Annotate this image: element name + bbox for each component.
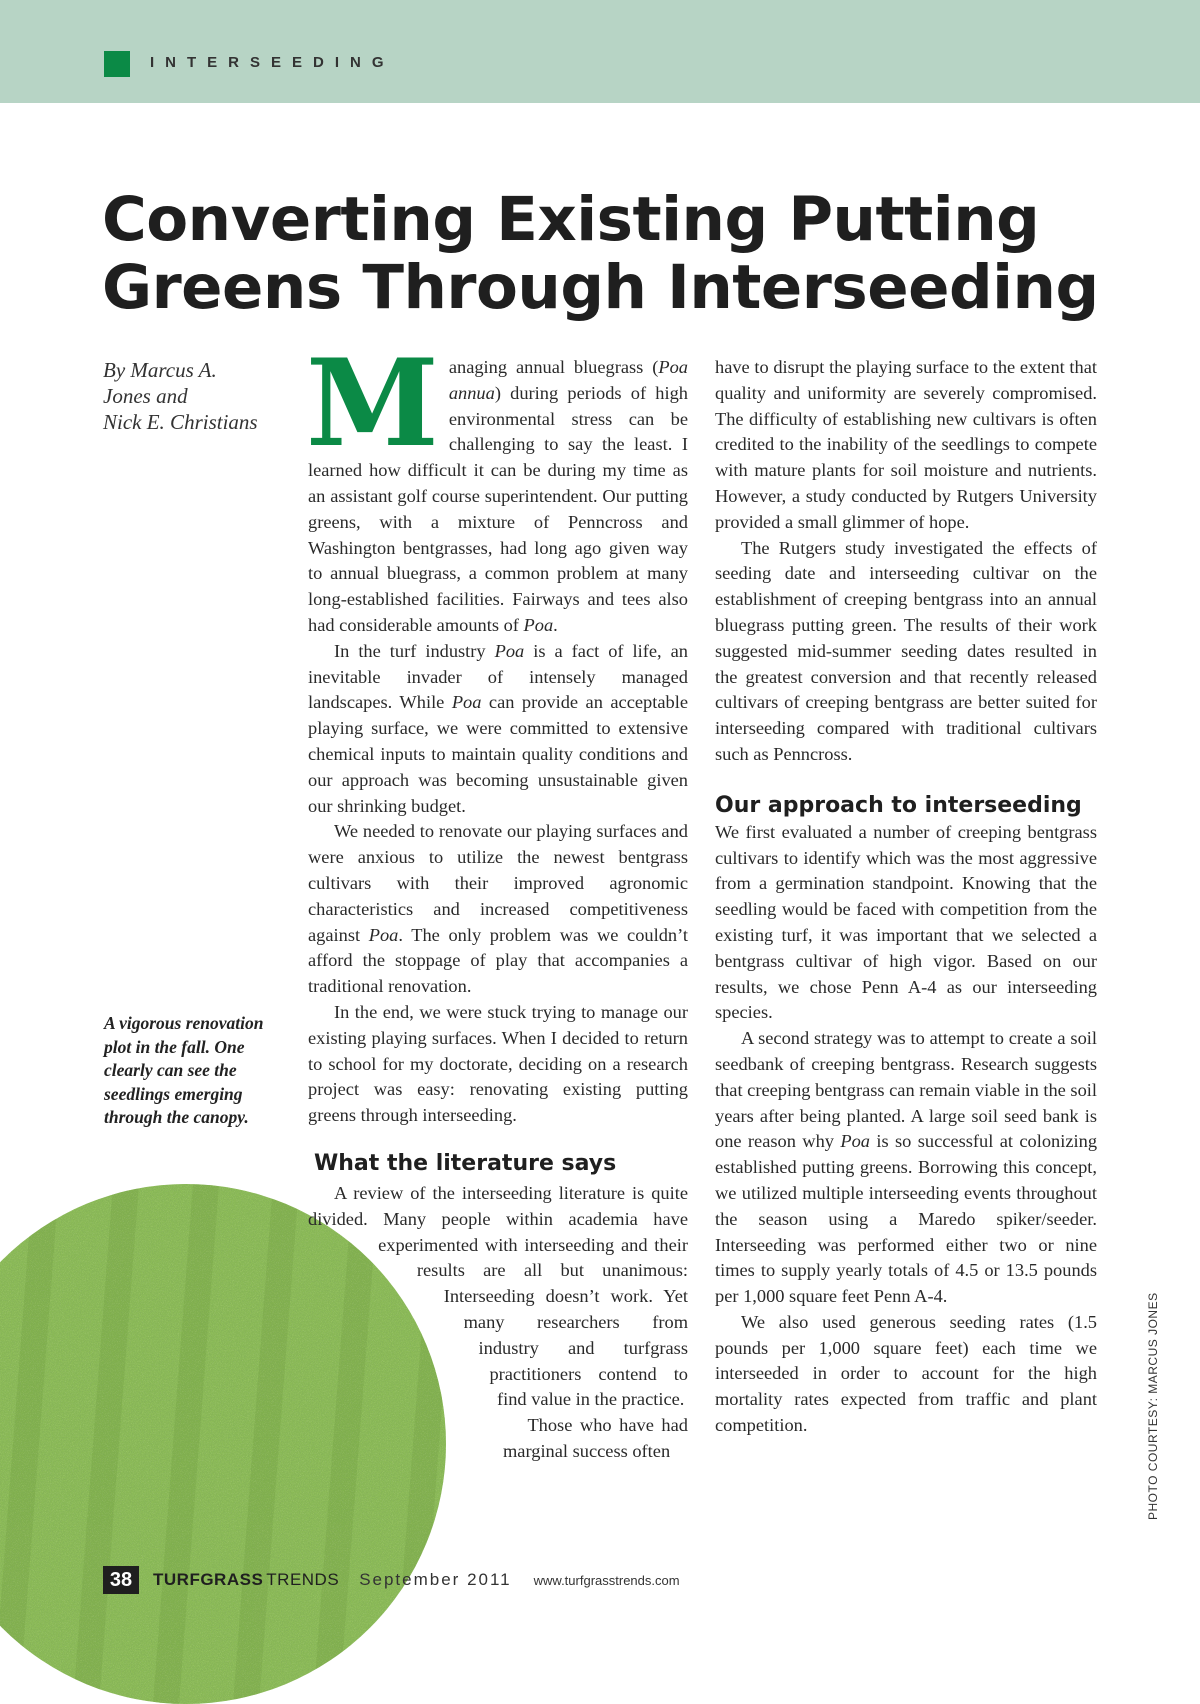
paragraph: A review of the interseeding literature is quite divided. Many people within academia have experimented with interseeding and their results are all but unanimous: Interseeding doesn’t work. Yet many researchers from industry and turfgrass practitioners contend to find value in the practice. [308,1183,688,1410]
italic-term: Poa [523,614,554,635]
italic-term: Poa annua [448,357,688,403]
literature-text [308,1181,688,1501]
issue-date: September 2011 [359,1570,512,1589]
paragraph [715,1026,1097,1310]
text-run: . The only problem was we couldn’t afford the stoppage of play that accompanies a traditional renovation. [308,924,688,997]
text-run: is so successful at colonizing established putting greens. Borrowing this concept, we utilized multiple interseeding events throughout the season using a Maredo spiker/seeder. Interseeding was performed either two or nine times to supply yearly totals of 4.5 or 13.5 pounds per 1,000 square feet Penn A-4. [715,1131,1098,1307]
paragraph: The Rutgers study investigated the effects of seeding date and interseeding cultivar on the establishment of creeping bentgrass into an annual bluegrass putting green. The results of their work suggested mid-summer seeding dates resulted in the greatest conversion and that recently released cultivars of creeping bentgrass are better suited for interseeding compared with traditional cultivars such as Penncross. [715,537,1097,764]
text-run: A second strategy was to attempt to create a soil seedbank of creeping bentgrass. Research suggests that creeping bentgrass can remain viable in the soil years after being planted. A large soil seed bank is one reason why [715,1028,1097,1152]
section-header-band [0,0,1200,103]
page-footer [103,1565,680,1595]
text-run: anaging annual bluegrass ( [448,357,659,377]
magazine-name-light: TRENDS [266,1570,340,1589]
article-title [102,186,1102,322]
article-title-line-1: Converting Existing Putting [102,184,1040,255]
paragraph: Those who have had marginal success often [502,1415,688,1461]
byline-line: Nick E. Christians [103,410,258,434]
column-1 [306,333,689,1129]
photo-credit: PHOTO COURTESY: MARCUS JONES [1146,1292,1160,1520]
text-run: In the turf industry [334,640,495,661]
italic-term: Poa [494,640,525,661]
photo-caption: A vigorous renovation plot in the fall. One clearly can see the seedlings emerging through the canopy. [104,1013,264,1127]
byline [103,357,293,435]
text-run: can provide an acceptable playing surface, we were committed to extensive chemical inputs to maintain quality conditions and our approach was becoming unsustainable given our shrinking budget. [308,692,688,816]
paragraph: We also used generous seeding rates (1.5 pounds per 1,000 square feet) each time we interseeded in order to account for the high mortality rates expected from traffic and plant competition. [715,1311,1097,1436]
column-2 [715,355,1097,1439]
page-number: 38 [103,1566,139,1594]
magazine-name-bold: TURFGRASS [153,1570,264,1589]
paragraph: have to disrupt the playing surface to the extent that quality and uniformity are severely compromised. The difficulty of establishing new cultivars is often credited to the inability of the seedlings to compete with mature plants for soil moisture and nutrients. However, a study conducted by Rutgers University provided a small glimmer of hope. [715,357,1097,532]
text-run: . [553,614,558,635]
section-heading: What the literature says [314,1151,617,1176]
paragraph [306,333,688,639]
paragraph [308,639,688,820]
section-label: INTERSEEDING [150,54,395,71]
website-link[interactable]: www.turfgrasstrends.com [533,1572,680,1588]
text-run: ) during periods of high environmental stress can be challenging to say the least. I learned how difficult it can be during my time as an assistant golf course superintendent. Our putting greens, with a mixture of Penncross and Washington bentgrasses, had long ago given way to annual bluegrass, a common problem at many long-established facilities. Fairways and tees also had considerable amounts of [308,382,688,635]
paragraph: In the end, we were stuck trying to manage our existing playing surfaces. When I decided to return to school for my doctorate, deciding on a research project was easy: renovating existing putting greens through interseeding. [308,1001,688,1126]
text-run: We needed to renovate our playing surfaces and were anxious to utilize the newest bentgrass cultivars with their improved agronomic characteristics and increased competitiveness against [308,821,688,945]
section-heading: Our approach to interseeding [715,792,1082,818]
italic-term: Poa [840,1131,870,1152]
byline-line: By Marcus A. [103,358,217,382]
article-title-line-2: Greens Through Interseeding [102,252,1099,323]
text-run: is a fact of life, an inevitable invader of intensely managed landscapes. While [308,640,689,713]
byline-line: Jones and [103,384,188,408]
paragraph [308,819,688,1000]
paragraph: We first evaluated a number of creeping bentgrass cultivars to identify which was the most aggressive from a germination standpoint. Knowing that the seedling would be faced with competition from the existing turf, it was important that we selected a bentgrass cultivar of high vigor. Based on our results, we chose Penn A-4 as our interseeding species. [715,821,1097,1023]
italic-term: Poa [368,924,399,945]
section-marker-square [104,51,130,77]
drop-cap: M [306,333,439,474]
italic-term: Poa [451,692,482,713]
